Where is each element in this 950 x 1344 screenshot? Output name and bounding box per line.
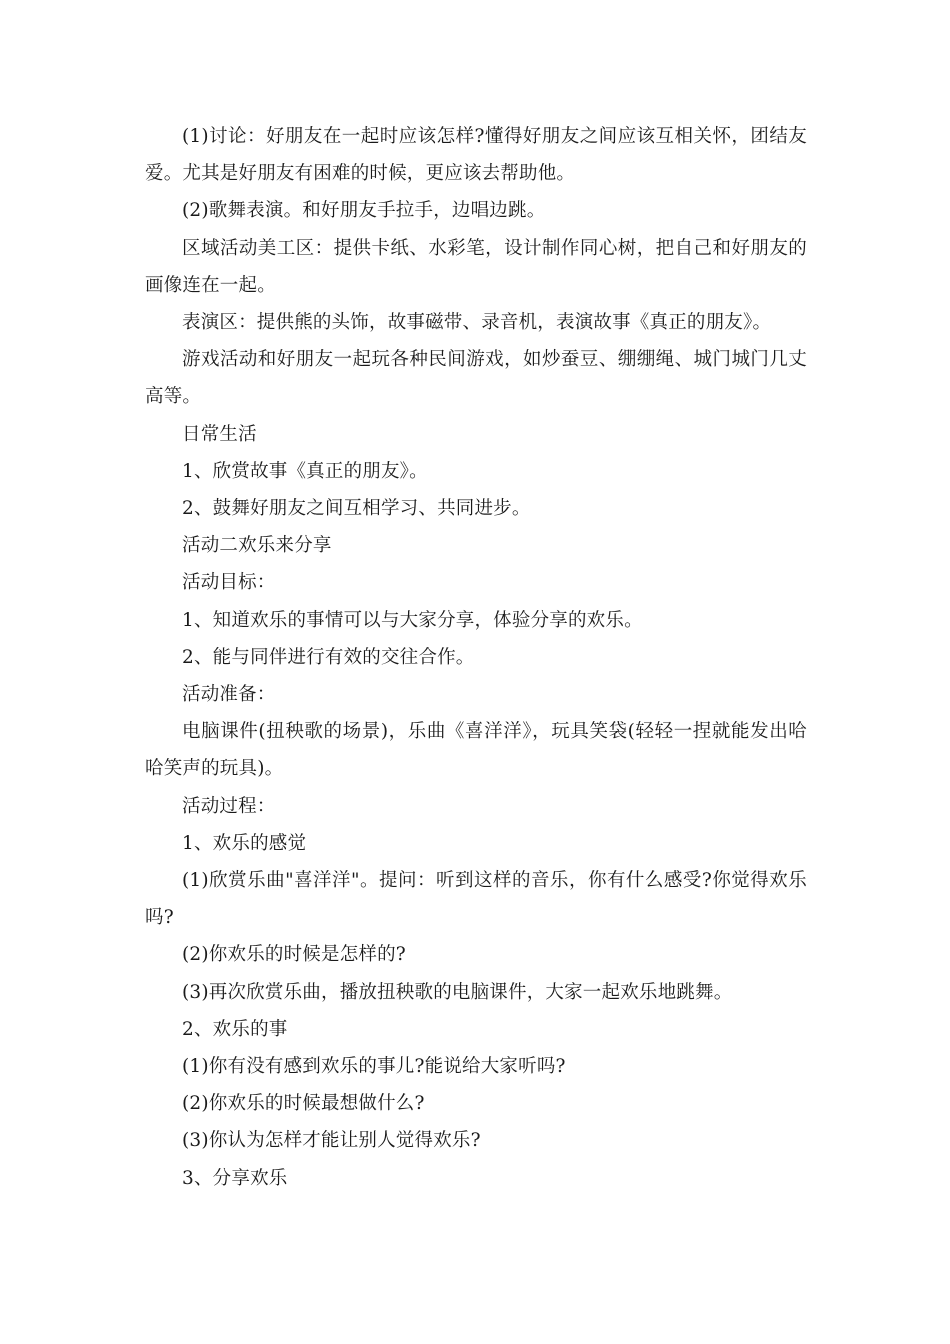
list-item: 1、欢乐的感觉: [182, 832, 307, 854]
list-item: (3)再次欣赏乐曲，播放扭秧歌的电脑课件，大家一起欢乐地跳舞。: [182, 981, 733, 1003]
list-item: 2、欢乐的事: [182, 1018, 288, 1040]
list-item: 3、分享欢乐: [182, 1167, 288, 1189]
section-heading: 活动二欢乐来分享: [182, 535, 332, 557]
list-item: 2、能与同伴进行有效的交往合作。: [182, 646, 475, 668]
list-item: (1)你有没有感到欢乐的事儿?能说给大家听吗?: [182, 1056, 566, 1078]
paragraph: 区域活动美工区：提供卡纸、水彩笔，设计制作同心树，把自己和好朋友的画像连在一起。: [145, 237, 807, 296]
paragraph: 表演区：提供熊的头饰，故事磁带、录音机，表演故事《真正的朋友》。: [182, 312, 772, 334]
list-item: (2)你欢乐的时候最想做什么?: [182, 1093, 425, 1115]
list-item: (2)你欢乐的时候是怎样的?: [182, 944, 406, 966]
paragraph: (2)歌舞表演。和好朋友手拉手，边唱边跳。: [182, 200, 546, 222]
list-item: (1)欣赏乐曲"喜洋洋"。提问：听到这样的音乐，你有什么感受?你觉得欢乐吗?: [145, 870, 807, 929]
section-heading: 日常生活: [182, 423, 257, 445]
list-item: 1、欣赏故事《真正的朋友》。: [182, 460, 428, 482]
document-body: [145, 118, 807, 1197]
section-heading: 活动目标：: [182, 572, 276, 594]
list-item: 2、鼓舞好朋友之间互相学习、共同进步。: [182, 498, 531, 520]
list-item: (3)你认为怎样才能让别人觉得欢乐?: [182, 1130, 481, 1152]
list-item: 1、知道欢乐的事情可以与大家分享，体验分享的欢乐。: [182, 609, 643, 631]
section-heading: 活动过程：: [182, 795, 276, 817]
paragraph: 电脑课件(扭秧歌的场景)，乐曲《喜洋洋》，玩具笑袋(轻轻一捏就能发出哈哈笑声的玩具)。: [145, 721, 807, 780]
section-heading: 活动准备：: [182, 684, 276, 706]
paragraph: (1)讨论：好朋友在一起时应该怎样?懂得好朋友之间应该互相关怀，团结友爱。尤其是好朋友有困难的时候，更应该去帮助他。: [145, 126, 807, 185]
paragraph: 游戏活动和好朋友一起玩各种民间游戏，如炒蚕豆、绷绷绳、城门城门几丈高等。: [145, 349, 807, 408]
